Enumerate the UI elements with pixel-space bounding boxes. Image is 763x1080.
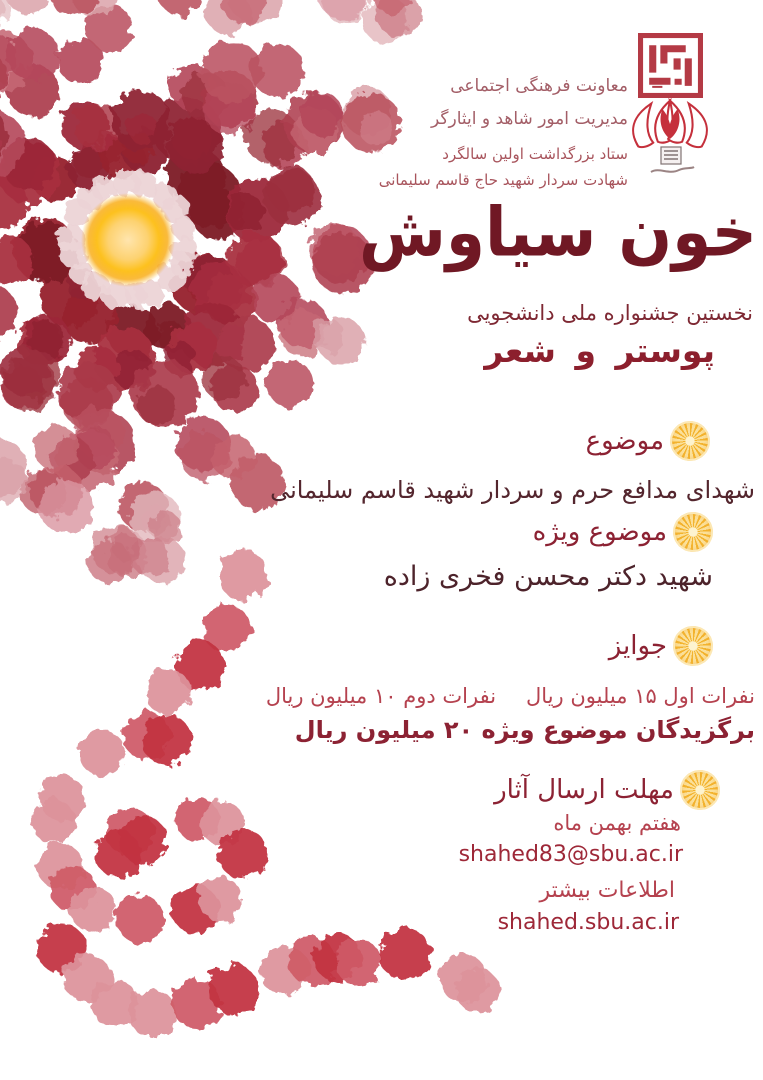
prize-line-1: [266, 684, 755, 708]
prize-special-winners: برگزیدگان موضوع ویژه ۲۰ میلیون ریال: [294, 716, 755, 744]
submission-email[interactable]: shahed83@sbu.ac.ir: [458, 842, 683, 867]
university-logo-icon: [638, 33, 703, 98]
foundation-emblem-icon: [647, 146, 697, 180]
org-line2: مدیریت امور شاهد و ایثارگر: [431, 109, 628, 129]
gold-rosette-icon: [680, 770, 720, 810]
gold-rosette-icon: [673, 512, 713, 552]
poster-subtitle: نخستین جشنواره ملی دانشجویی: [467, 301, 753, 325]
prize-first-place: نفرات اول ۱۵ میلیون ریال: [526, 684, 755, 708]
tulip-logo-icon: [620, 96, 720, 152]
topic-body: شهدای مدافع حرم و سردار شهید قاسم سلیمانی: [270, 476, 755, 504]
gold-rosette-icon: [670, 421, 710, 461]
gold-rosette-icon: [673, 626, 713, 666]
prize-second-place: نفرات دوم ۱۰ میلیون ریال: [265, 684, 497, 708]
more-info-label: اطلاعات بیشتر: [539, 878, 675, 903]
topic-heading: موضوع: [585, 426, 664, 456]
deadline-date: هفتم بهمن ماه: [553, 811, 681, 835]
committee-line2: شهادت سردار شهید حاج قاسم سلیمانی: [378, 171, 628, 189]
committee-line1: ستاد بزرگداشت اولین سالگرد: [442, 145, 628, 163]
special-topic-heading: موضوع ویژه: [532, 517, 667, 547]
poster-title: خون سیاوش: [358, 193, 757, 272]
org-line1: معاونت فرهنگی اجتماعی: [450, 76, 628, 96]
deadline-heading: مهلت ارسال آثار: [494, 775, 674, 805]
special-topic-body: شهید دکتر محسن فخری زاده: [383, 561, 713, 592]
section-deadline-header: [494, 770, 720, 810]
committee-header: [379, 141, 628, 193]
prizes-heading: جوایز: [608, 631, 667, 661]
section-prizes-header: [609, 626, 713, 666]
section-special-topic-header: [533, 512, 713, 552]
poster-subtitle2: پوستر و شعر: [484, 331, 715, 370]
section-topic-header: [586, 421, 710, 461]
org-header: [431, 70, 628, 136]
info-website[interactable]: shahed.sbu.ac.ir: [497, 910, 679, 935]
